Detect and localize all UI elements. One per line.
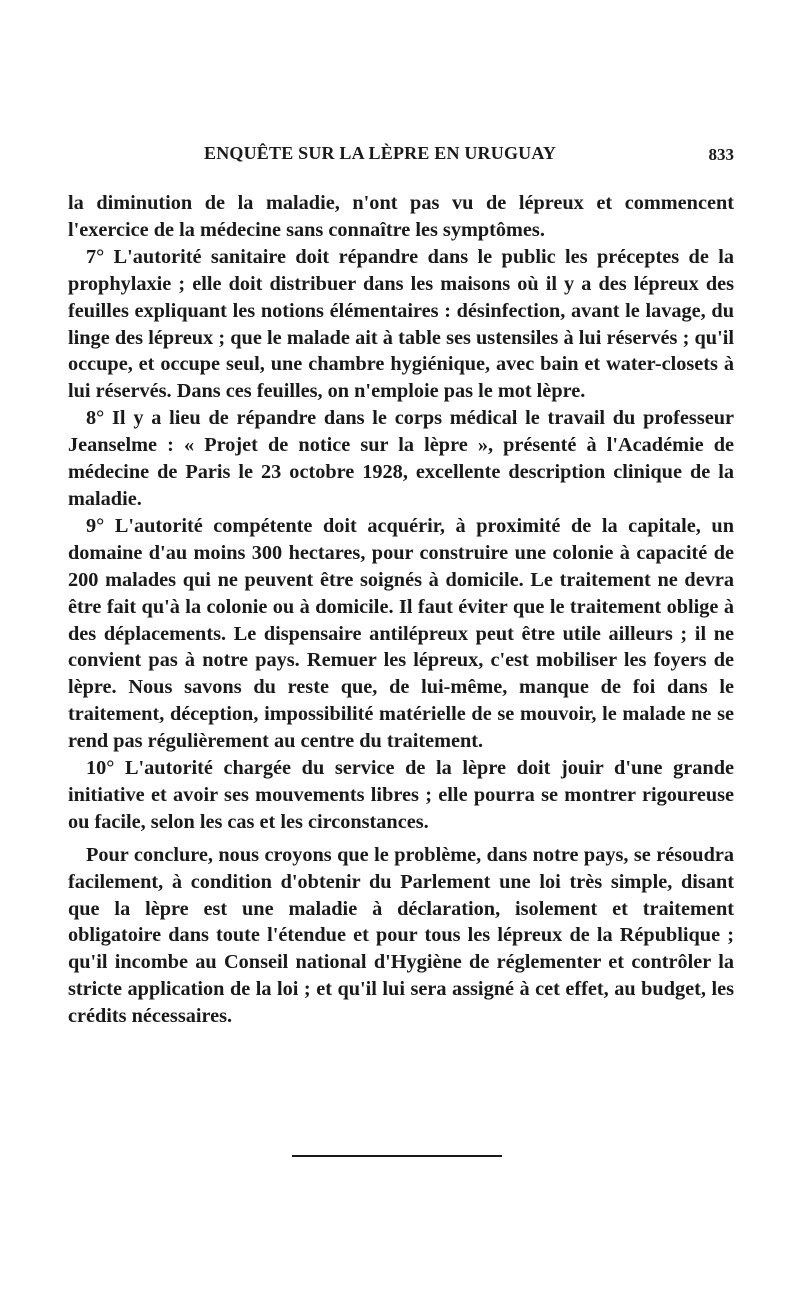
paragraph-item-9: 9° L'autorité compétente doit acquérir, à proximité de la capitale, un domaine d'au moins 300 hectares, pour construire une colonie à capacité de 200 malades qui ne peuvent être soignés à domicile. Le traitement ne devra être fait qu'à la colonie ou à domicile. Il faut éviter que le traitement oblige à des déplacements. Le dispensaire antilépreux peut être utile ailleurs ; il ne convient pas à notre pays. Remuer les lépreux, c'est mobiliser les foyers de lèpre. Nous savons du reste que, de lui-même, manque de foi dans le traitement, déception, impossibilité matérielle de se mouvoir, le malade ne se rend pas régulièrement au centre du traitement.: [68, 514, 734, 753]
running-title: ENQUÊTE SUR LA LÈPRE EN URUGUAY: [204, 143, 557, 163]
page-number: 833: [708, 145, 734, 164]
paragraph-item-8: 8° Il y a lieu de répandre dans le corps médical le travail du professeur Jeanselme : « Projet de notice sur la lèpre », présenté à l'Académie de médecine de Paris le 23 octobre 1928, excellente description clinique de la maladie.: [68, 407, 734, 510]
body-text: [68, 190, 734, 1030]
closing-rule: [292, 1155, 502, 1157]
paragraph-conclusion: Pour conclure, nous croyons que le problème, dans notre pays, se résoudra facilement, à condition d'obtenir du Parlement une loi très simple, disant que la lèpre est une maladie à déclaration, isolement et traitement obligatoire dans toute l'étendue et pour tous les lépreux de la République ; qu'il incombe au Conseil national d'Hygiène de réglementer et contrôler la stricte application de la loi ; et qu'il lui sera assigné à cet effet, au budget, les crédits nécessaires.: [68, 843, 734, 1028]
paragraph-item-10: 10° L'autorité chargée du service de la lèpre doit jouir d'une grande initiative et avoir ses mouvements libres ; elle pourra se montrer rigoureuse ou facile, selon les cas et les circonstances.: [68, 757, 734, 833]
running-head: [68, 143, 734, 171]
paragraph-item-7: 7° L'autorité sanitaire doit répandre dans le public les préceptes de la prophylaxie ; elle doit distribuer dans les maisons où il y a des lépreux des feuilles expliquant les notions élémentaires : désinfection, avant le lavage, du linge des lépreux ; que le malade ait à table ses ustensiles à lui réservés ; qu'il occupe, et occupe seul, une chambre hygiénique, avec bain et water-closets à lui réservés. Dans ces feuilles, on n'emploie pas le mot lèpre.: [68, 245, 734, 403]
paragraph-continuation: la diminution de la maladie, n'ont pas vu de lépreux et commencent l'exercice de la médecine sans connaître les symptômes.: [68, 192, 734, 241]
